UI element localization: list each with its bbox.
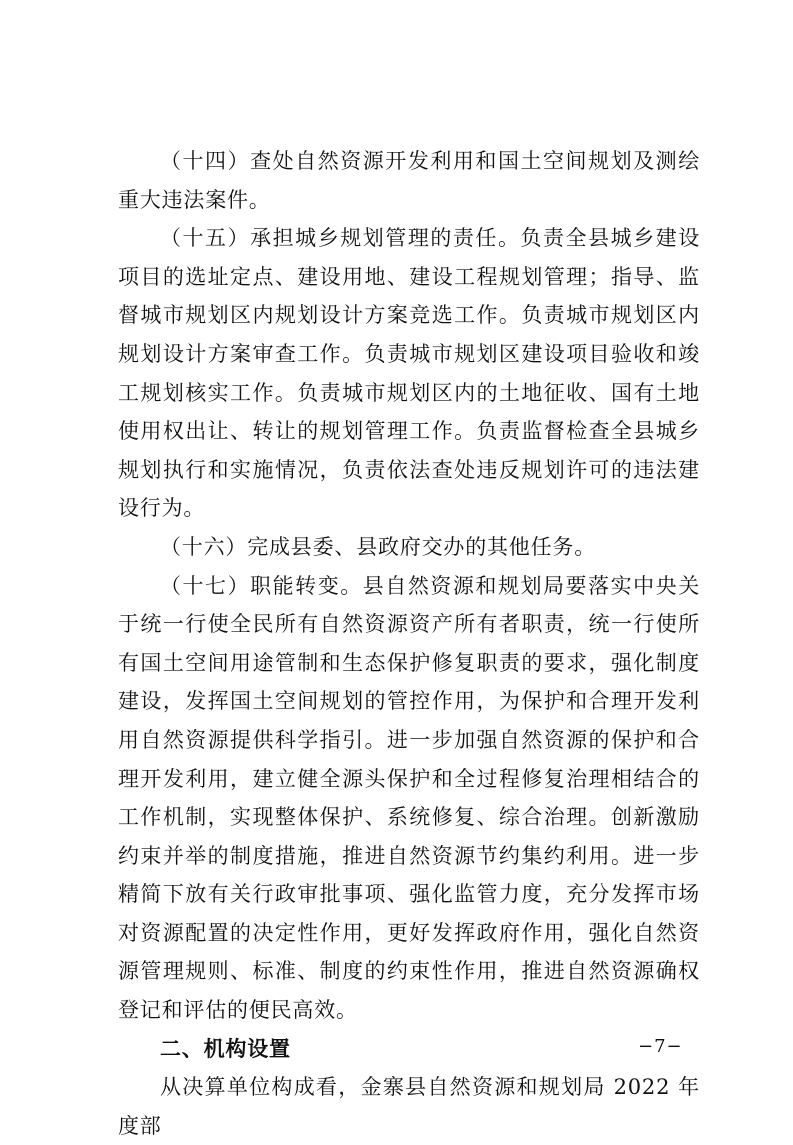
page-number: −7−: [638, 1036, 683, 1057]
paragraph-item-14: （十四）查处自然资源开发利用和国土空间规划及测绘重大违法案件。: [118, 149, 700, 212]
paragraph-item-15: （十五）承担城乡规划管理的责任。负责全县城乡建设项目的选址定点、建设用地、建设工程规划管理；指导、监督城市规划区内规划设计方案竞选工作。负责城市规划区内规划设计方案审查工作。负责城市规划区建设项目验收和竣工规划核实工作。负责城市规划区内的土地征收、国有土地使用权出让、转让的规划管理工作。负责监督检查全县城乡规划执行和实施情况，负责依法查处违反规划许可的违法建设行为。: [118, 226, 700, 521]
document-body: [118, 142, 700, 1145]
paragraph-item-17: （十七）职能转变。县自然资源和规划局要落实中央关于统一行使全民所有自然资源资产所有者职责，统一行使所有国土空间用途管制和生态保护修复职责的要求，强化制度建设，发挥国土空间规划的管控作用，为保护和合理开发利用自然资源提供科学指引。进一步加强自然资源的保护和合理开发利用，建立健全源头保护和全过程修复治理相结合的工作机制，实现整体保护、系统修复、综合治理。创新激励约束并举的制度措施，推进自然资源节约集约利用。进一步精简下放有关行政审批事项、强化监管力度，充分发挥市场对资源配置的决定性作用，更好发挥政府作用，强化自然资源管理规则、标准、制度的约束性作用，推进自然资源确权登记和评估的便民高效。: [118, 573, 700, 1023]
paragraph-item-16: （十六）完成县委、县政府交办的其他任务。: [160, 534, 596, 559]
section-heading: 二、机构设置: [160, 1036, 291, 1061]
paragraph-org-structure: 从决算单位构成看，金寨县自然资源和规划局 2022 年度部: [118, 1075, 700, 1138]
